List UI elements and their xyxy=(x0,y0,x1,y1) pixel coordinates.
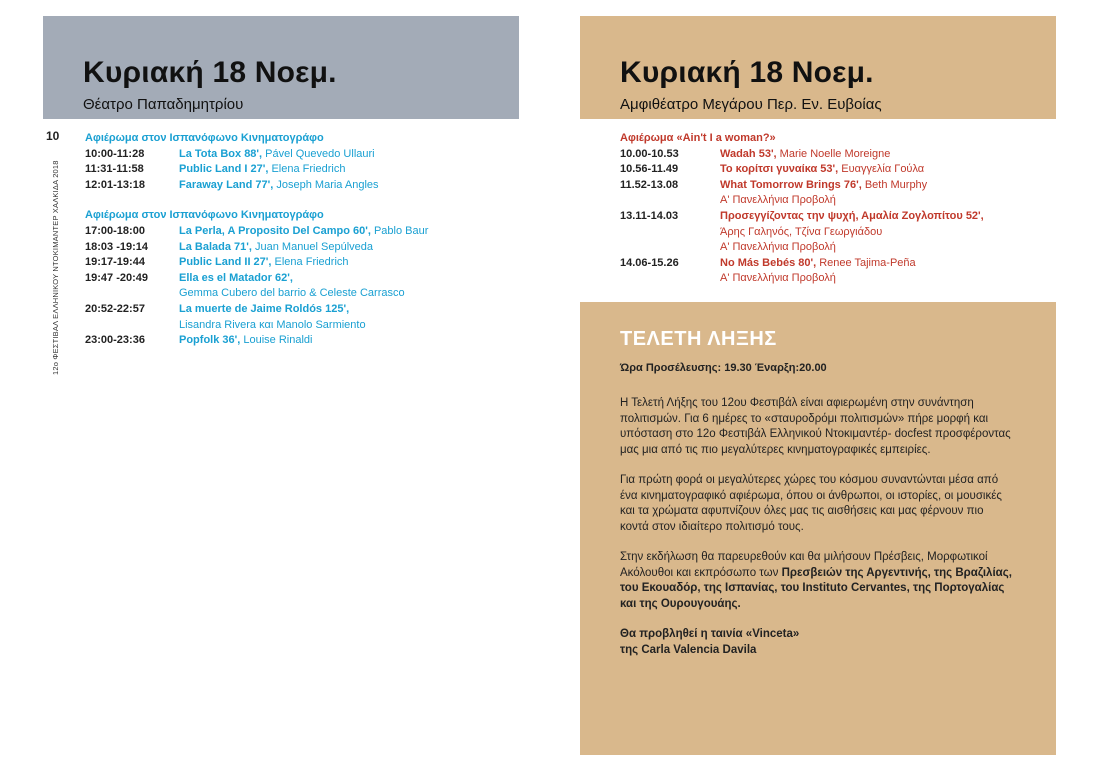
festival-vertical-label: 12ο ΦΕΣΤΙΒΑΛ ΕΛΛΗΝΙΚΟΥ ΝΤΟΚΙΜΑΝΤΕΡ ΧΑΛΚΙΔΑ 2018 xyxy=(51,160,60,375)
closing-body xyxy=(620,396,1015,673)
schedule-row-continuation: Α' Πανελλήνια Προβολή xyxy=(720,241,836,254)
section-title: Αφιέρωμα «Ain't I a woman?» xyxy=(620,132,776,144)
left-venue: Θέατρο Παπαδημητρίου xyxy=(83,96,244,113)
closing-film-note: Θα προβληθεί η ταινία «Vinceta» της Carla Valencia Davila xyxy=(620,628,800,656)
section-title: Αφιέρωμα στον Ισπανόφωνο Κινηματογράφο xyxy=(85,132,324,144)
schedule-row-continuation: Άρης Γαληνός, Τζίνα Γεωργιάδου xyxy=(720,225,883,238)
right-page xyxy=(550,0,1100,765)
section-title: Αφιέρωμα στον Ισπανόφωνο Κινηματογράφο xyxy=(85,209,324,222)
schedule-row: 14.06-15.26 No Más Bebés 80', Renee Tajima-Peña xyxy=(620,256,916,269)
right-day-title: Κυριακή 18 Νοεμ. xyxy=(620,56,874,89)
schedule-row-continuation: Gemma Cubero del barrio & Celeste Carrasco xyxy=(179,287,405,300)
schedule-row: 17:00-18:00 La Perla, A Proposito Del Campo 60', Pablo Baur xyxy=(85,224,429,237)
left-header-band xyxy=(43,16,519,119)
schedule-row-continuation: Α' Πανελλήνια Προβολή xyxy=(720,272,836,285)
closing-times: Ώρα Προσέλευσης: 19.30 Έναρξη:20.00 xyxy=(620,362,827,374)
schedule-row: 10.00-10.53 Wadah 53', Marie Noelle Moreigne xyxy=(620,147,891,160)
closing-paragraph: Για πρώτη φορά οι μεγαλύτερες χώρες του κόσμου συναντώνται μέσα από ένα κινηματογραφικό αφιέρωμα, όπου οι άνθρωποι, οι ιστορίες, οι μουσικές και τα χρώματα αφυπνίζουν όλες μας τις αισθήσεις και μας φέρνουν πιο κοντά στον ιδιαίτερο πολιτισμό τους. xyxy=(620,474,1002,533)
right-schedule xyxy=(620,131,1080,287)
schedule-row: 12:01-13:18 Faraway Land 77', Joseph Maria Angles xyxy=(85,178,379,191)
page-number: 10 xyxy=(46,129,60,143)
left-day-title: Κυριακή 18 Νοεμ. xyxy=(83,56,337,89)
schedule-row: 19:17-19:44 Public Land II 27', Elena Friedrich xyxy=(85,256,349,269)
closing-ceremony-box xyxy=(580,302,1056,755)
schedule-row: 19:47 -20:49 Ella es el Matador 62', xyxy=(85,271,293,284)
schedule-row: 20:52-22:57 La muerte de Jaime Roldós 125', xyxy=(85,302,350,315)
schedule-row: 11:31-11:58 Public Land I 27', Elena Friedrich xyxy=(85,163,346,176)
schedule-row-continuation: Α' Πανελλήνια Προβολή xyxy=(720,194,836,207)
schedule-row: 10.56-11.49 Το κορίτσι γυναίκα 53', Ευαγγελία Γούλα xyxy=(620,163,925,176)
closing-paragraph: Η Τελετή Λήξης του 12ου Φεστιβάλ είναι αφιερωμένη στην συνάντηση πολιτισμών. Για 6 ημέρες το «σταυροδρόμι πολιτισμών» πήρε μορφή και υπόσταση στο 12ο Φεστιβάλ Ελληνικού Ντοκιμαντέρ- docfest προσφέροντας μας μια από τις πιο μεγαλύτερες κινηματογραφικές εμπειρίες. xyxy=(620,397,1011,456)
schedule-row: 10:00-11:28 La Tota Box 88', Pável Quevedo Ullauri xyxy=(85,147,375,160)
closing-title: ΤΕΛΕΤΗ ΛΗΞΗΣ xyxy=(620,328,777,350)
schedule-row: 13.11-14.03 Προσεγγίζοντας την ψυχή, Αμαλία Ζογλοπίτου 52', xyxy=(620,209,984,222)
right-venue: Αμφιθέατρο Μεγάρου Περ. Εν. Ευβοίας xyxy=(620,96,882,113)
schedule-row: 11.52-13.08 What Tomorrow Brings 76', Beth Murphy xyxy=(620,178,928,191)
right-header-band xyxy=(580,16,1056,119)
schedule-row: 23:00-23:36 Popfolk 36', Louise Rinaldi xyxy=(85,334,313,347)
schedule-row-continuation: Lisandra Rivera και Manolo Sarmiento xyxy=(179,318,366,331)
left-schedule-1 xyxy=(85,131,525,349)
schedule-row: 18:03 -19:14 La Balada 71', Juan Manuel Sepúlveda xyxy=(85,240,374,253)
closing-paragraph: Στην εκδήλωση θα παρευρεθούν και θα μιλήσουν Πρέσβεις, Μορφωτικοί Ακόλουθοι και εκπρόσωπο των Πρεσβειών της Αργεντινής, της Βραζιλίας, του Εκουαδόρ, της Ισπανίας, του Instituto Cervantes, της Πορτογαλίας και της Ουρουγουάης. xyxy=(620,551,1012,610)
